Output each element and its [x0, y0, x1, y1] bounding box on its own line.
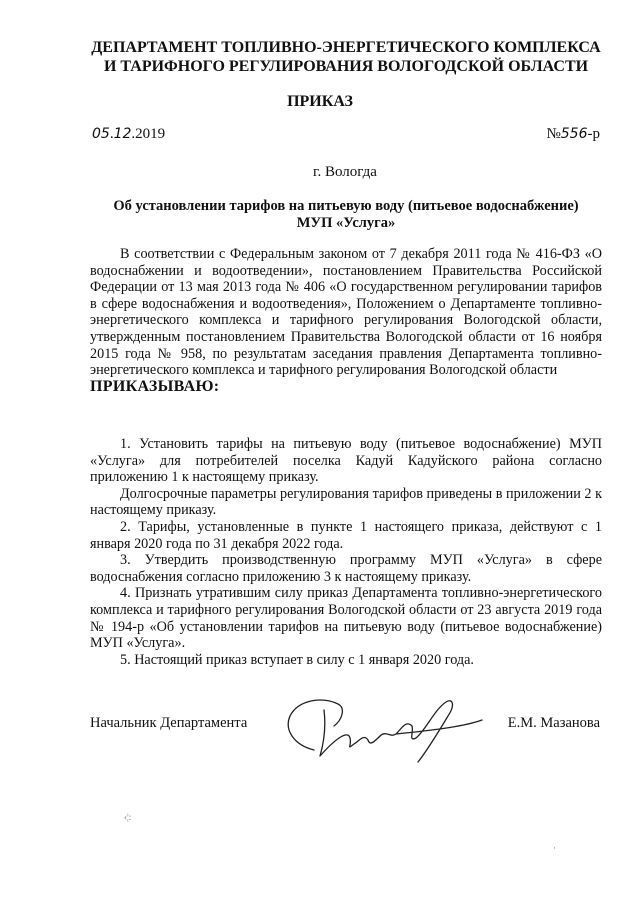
header-line-1: ДЕПАРТАМЕНТ ТОПЛИВНО-ЭНЕРГЕТИЧЕСКОГО КОМПЛЕКСА — [91, 39, 601, 56]
order-item: 2. Тарифы, установленные в пункте 1 настоящего приказа, действуют с 1 января 2020 года по 31 декабря 2022 года. — [90, 518, 602, 552]
handwritten-signature — [276, 690, 486, 768]
order-item: 5. Настоящий приказ вступает в силу с 1 января 2020 года. — [120, 651, 474, 668]
order-items — [90, 436, 602, 668]
date-month-handwritten: 12 — [113, 126, 132, 142]
date-year: .2019 — [131, 126, 166, 142]
number-suffix: -р — [587, 126, 600, 142]
order-word: ПРИКАЗЫВАЮ: — [90, 377, 220, 395]
signatory-position: Начальник Департамента — [90, 715, 248, 731]
preamble-paragraph — [90, 246, 602, 395]
department-header — [90, 38, 602, 76]
signatory-name: Е.М. Мазанова — [507, 715, 600, 731]
subject-line-1: Об установлении тарифов на питьевую воду (питьевое водоснабжение) — [113, 198, 579, 214]
order-date: 05.12.2019 — [92, 126, 166, 142]
header-line-2: И ТАРИФНОГО РЕГУЛИРОВАНИЯ ВОЛОГОДСКОЙ ОБЛАСТИ — [103, 58, 589, 75]
order-item: 1. Установить тарифы на питьевую воду (питьевое водоснабжение) МУП «Услуга» для потребителей поселка Кадуй Кадуйского района согласно приложению 1 к настоящему приказу. — [90, 436, 602, 486]
preamble-text: В соответствии с Федеральным законом от 7 декабря 2011 года № 416-ФЗ «О водоснабжении и водоотведении», постановлением Правительства Российской Федерации от 13 мая 2013 года № 406 «О государственном регулировании тарифов в сфере водоснабжения и водоотведения», Положением о Департаменте топливно-энергетического комплекса и тарифного регулирования Вологодской области, утвержденным постановлением Правительства Вологодской области от 16 ноября 2015 года № 958, по результатам заседания правления Департамента топливно-энергетического комплекса и тарифного регулирования Вологодской области — [90, 246, 602, 379]
number-prefix: № — [546, 126, 561, 142]
order-item: Долгосрочные параметры регулирования тарифов приведены в приложении 2 к настоящему приказу. — [90, 485, 602, 519]
margin-mark: ‹¦: — [124, 812, 132, 822]
scan-speck: · — [553, 843, 556, 853]
city-name: г. Вологда — [313, 164, 377, 180]
order-number — [546, 126, 600, 143]
number-handwritten: 556 — [560, 126, 588, 142]
document-type-title: ПРИКАЗ — [287, 93, 353, 110]
order-item: 4. Признать утратившим силу приказ Департамента топливно-энергетического комплекса и тарифного регулирования Вологодской области от 23 августа 2019 года № 194-р «Об установлении тарифов на питьевую воду (питьевое водоснабжение) МУП «Услуга». — [90, 585, 602, 652]
subject-line-2: МУП «Услуга» — [296, 215, 396, 231]
order-subject — [88, 198, 604, 232]
order-item: 3. Утвердить производственную программу МУП «Услуга» в сфере водоснабжения согласно приложению 3 к настоящему приказу. — [90, 552, 602, 585]
date-day-handwritten: 05 — [92, 126, 110, 142]
